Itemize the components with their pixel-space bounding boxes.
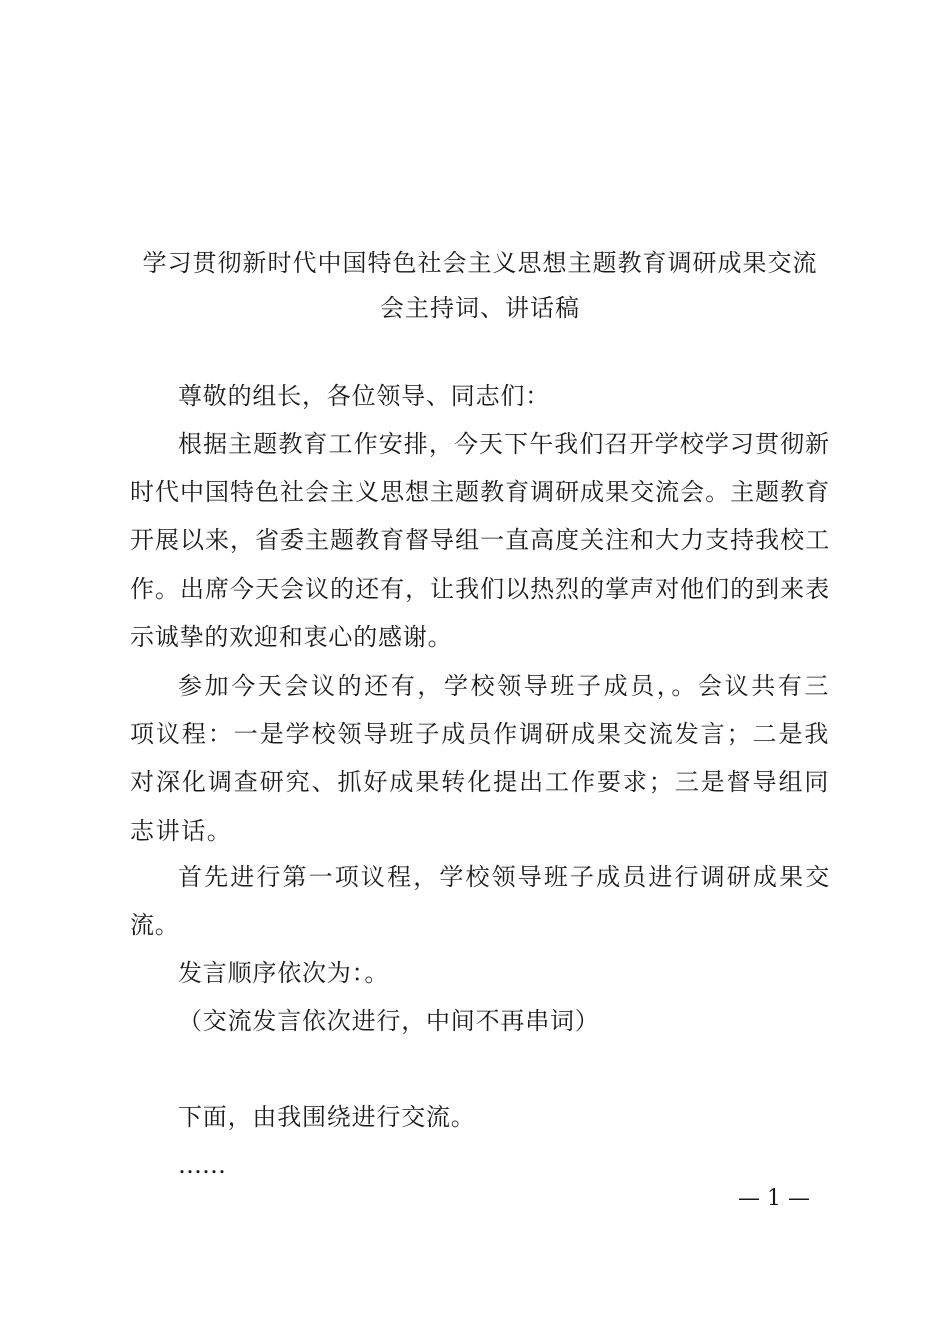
- paragraph-opening: 根据主题教育工作安排，今天下午我们召开学校学习贯彻新时代中国特色社会主义思想主题教育调研成果交流会。主题教育开展以来，省委主题教育督导组一直高度关注和大力支持我校工作。出席今天会议的还有，让我们以热烈的掌声对他们的到来表示诚挚的欢迎和衷心的感谢。: [130, 430, 830, 651]
- document-title-line-2: 会主持词、讲话稿: [380, 294, 580, 322]
- paragraph-agenda: 参加今天会议的还有，学校领导班子成员，。会议共有三项议程：一是学校领导班子成员作调研成果交流发言；二是我对深化调查研究、抓好成果转化提出工作要求；三是督导组同志讲话。: [130, 672, 830, 845]
- greeting: 尊敬的组长，各位领导、同志们：: [178, 382, 550, 410]
- page-number: — 1 —: [738, 1186, 810, 1211]
- paragraph-note: （交流发言依次进行，中间不再串词）: [178, 1007, 600, 1035]
- paragraph-ellipsis: ……: [178, 1151, 226, 1179]
- document-title-line-1: 学习贯彻新时代中国特色社会主义思想主题教育调研成果交流: [142, 249, 818, 277]
- paragraph-speaking-order: 发言顺序依次为：。: [178, 959, 390, 987]
- paragraph-next: 下面，由我围绕进行交流。: [178, 1103, 476, 1131]
- paragraph-first-item: 首先进行第一项议程，学校领导班子成员进行调研成果交流。: [130, 863, 830, 940]
